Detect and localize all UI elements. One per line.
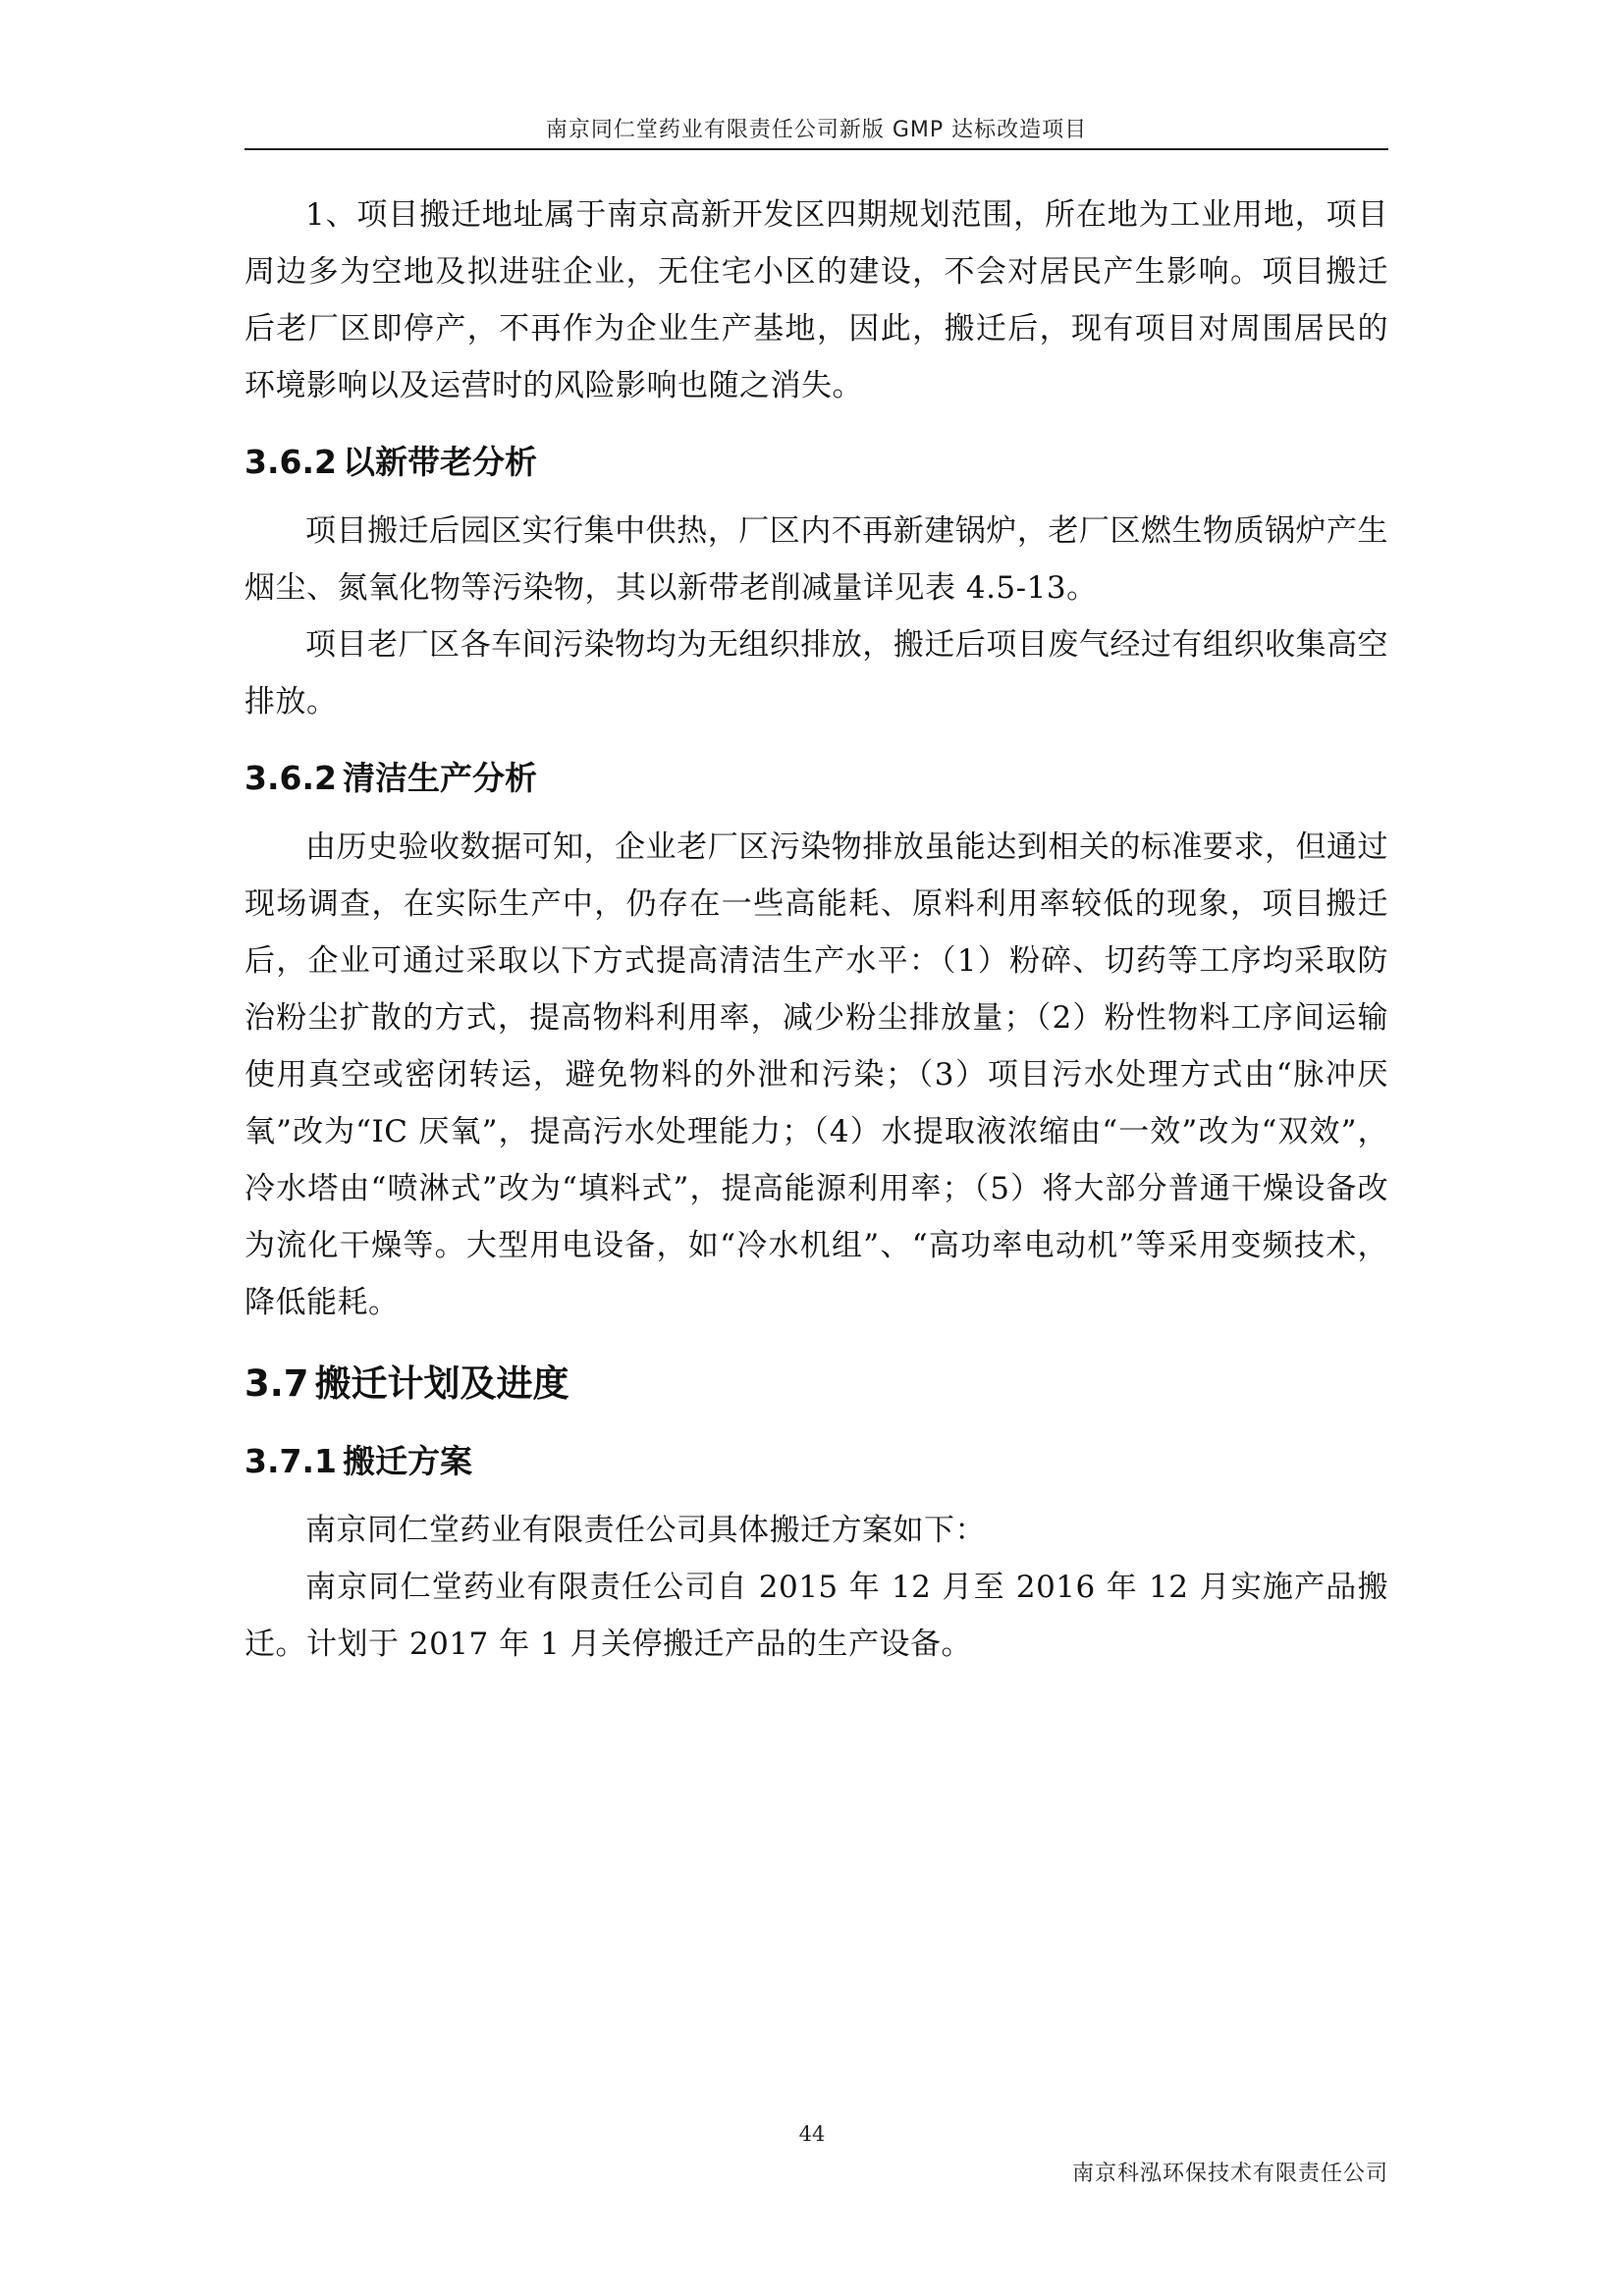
footer-company: 南京科泓环保技术有限责任公司 [1071,2162,1388,2186]
paragraph: 项目搬迁后园区实行集中供热，厂区内不再新建锅炉，老厂区燃生物质锅炉产生烟尘、氮氧化物等污染物，其以新带老削减量详见表 4.5-13。 [244,513,1388,606]
paragraph: 南京同仁堂药业有限责任公司具体搬迁方案如下： [305,1513,986,1548]
intro-paragraph: 1、项目搬迁地址属于南京高新开发区四期规划范围，所在地为工业用地，项目周边多为空地及拟进驻企业，无住宅小区的建设，不会对居民产生影响。项目搬迁后老厂区即停产，不再作为企业生产基地，因此，搬迁后，现有项目对周围居民的环境影响以及运营时的风险影响也随之消失。 [244,197,1388,403]
section-heading-3-6-2-b [244,752,1388,805]
section-heading-3-7 [244,1355,1388,1414]
section-number: 3.6.2 [244,759,337,797]
section-title: 搬迁计划及进度 [314,1362,569,1405]
section-title: 清洁生产分析 [342,759,537,797]
page-number: 44 [798,2122,826,2146]
paragraph: 项目老厂区各车间污染物均为无组织排放，搬迁后项目废气经过有组织收集高空排放。 [244,627,1388,720]
paragraph: 由历史验收数据可知，企业老厂区污染物排放虽能达到相关的标准要求，但通过现场调查，在实际生产中，仍存在一些高能耗、原料利用率较低的现象，项目搬迁后，企业可通过采取以下方式提高清洁生产水平：（1）粉碎、切药等工序均采取防治粉尘扩散的方式，提高物料利用率，减少粉尘排放量；（2）粉性物料工序间运输使用真空或密闭转运，避免物料的外泄和污染；（3）项目污水处理方式由“脉冲厌氧”改为“IC 厌氧”，提高污水处理能力；（4）水提取液浓缩由“一效”改为“双效”，冷水塔由“喷淋式”改为“填料式”，提高能源利用率；（5）将大部分普通干燥设备改为流化干燥等。大型用电设备，如“冷水机组”、“高功率电动机”等采用变频技术，降低能耗。 [244,829,1388,1320]
header-divider [244,148,1388,150]
section-heading-3-6-2-a [244,436,1388,489]
section-number: 3.6.2 [244,443,337,481]
running-header: 南京同仁堂药业有限责任公司新版 GMP 达标改造项目 [545,118,1088,142]
paragraph: 南京同仁堂药业有限责任公司自 2015 年 12 月至 2016 年 12 月实施产品搬迁。计划于 2017 年 1 月关停搬迁产品的生产设备。 [244,1570,1388,1662]
section-title: 搬迁方案 [342,1442,472,1480]
section-heading-3-7-1 [244,1435,1388,1488]
section-number: 3.7 [244,1362,309,1405]
section-title: 以新带老分析 [342,443,537,481]
page-body [244,187,1388,1673]
section-number: 3.7.1 [244,1442,337,1480]
